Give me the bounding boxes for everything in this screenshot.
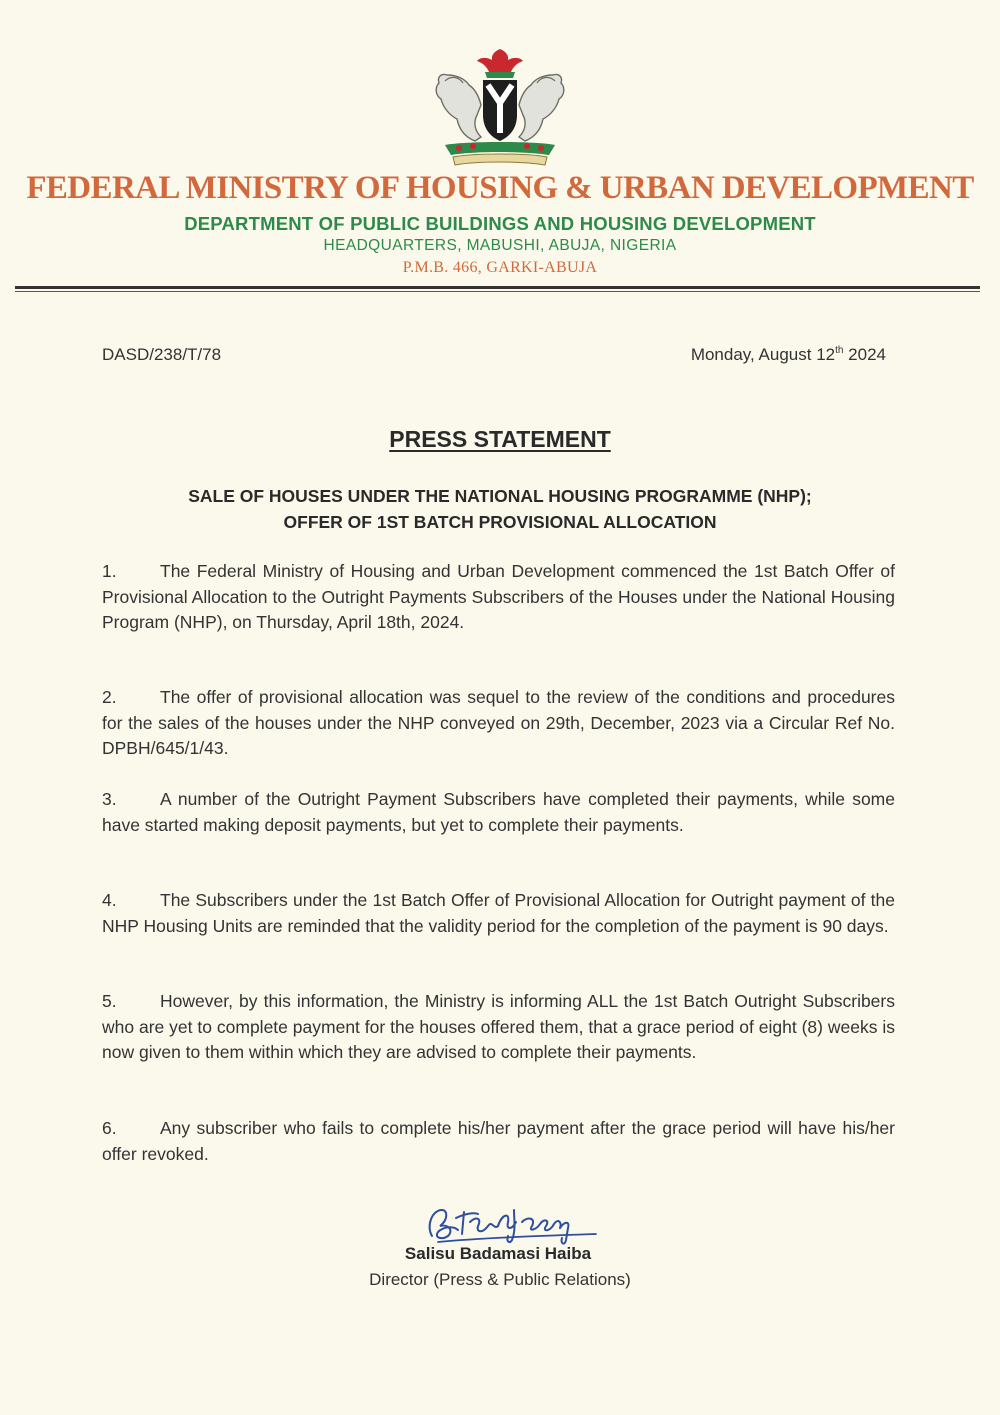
paragraph-1 bbox=[102, 559, 895, 636]
paragraph-number: 2. bbox=[102, 687, 117, 707]
coat-of-arms-icon bbox=[425, 45, 575, 170]
paragraph-4 bbox=[102, 888, 895, 939]
date-ordinal: th bbox=[835, 345, 844, 356]
reference-number: DASD/238/T/78 bbox=[102, 345, 222, 364]
paragraph-text: Any subscriber who fails to complete his/her payment after the grace period will have his/her offer revoked. bbox=[102, 1118, 895, 1164]
paragraph-5 bbox=[102, 989, 895, 1066]
subject-heading bbox=[0, 483, 1000, 535]
paragraph-text: The Federal Ministry of Housing and Urban Development commenced the 1st Batch Offer of Provisional Allocation to the Outright Payments Subscribers of the Houses under the National Housing Program (NHP), on Thursday, April 18th, 2024. bbox=[102, 561, 895, 632]
department-name: DEPARTMENT OF PUBLIC BUILDINGS AND HOUSING DEVELOPMENT bbox=[184, 213, 816, 234]
paragraph-2 bbox=[102, 685, 895, 762]
page-title: PRESS STATEMENT bbox=[389, 426, 611, 452]
paragraph-number: 4. bbox=[102, 890, 117, 910]
paragraph-text: A number of the Outright Payment Subscribers have completed their payments, while some have started making deposit payments, but yet to complete their payments. bbox=[102, 789, 895, 835]
pmb-address: P.M.B. 466, GARKI-ABUJA bbox=[402, 259, 598, 276]
paragraph-text: However, by this information, the Ministry is informing ALL the 1st Batch Outright Subscribers who are yet to complete payment for the houses offered them, that a grace period of eight (8) weeks is now given to them within which they are advised to complete their payments. bbox=[102, 991, 895, 1062]
paragraph-number: 5. bbox=[102, 991, 117, 1011]
subject-line-1: SALE OF HOUSES UNDER THE NATIONAL HOUSING PROGRAMME (NHP); bbox=[188, 486, 812, 506]
letterhead-divider-thin bbox=[15, 291, 980, 292]
signatory-name-text: Salisu Badamasi Haiba bbox=[404, 1244, 592, 1263]
statement-date bbox=[691, 345, 886, 365]
paragraph-text: The offer of provisional allocation was sequel to the review of the conditions and procedures for the sales of the houses under the NHP conveyed on 29th, December, 2023 via a Circular Ref No. DPBH/645/1/43. bbox=[102, 687, 895, 758]
date-prefix: Monday, August 12 bbox=[690, 345, 836, 364]
signature-icon bbox=[418, 1196, 603, 1248]
signatory-name bbox=[0, 1244, 1000, 1264]
paragraph-number: 1. bbox=[102, 561, 117, 581]
letterhead-divider bbox=[15, 286, 980, 289]
date-year: 2024 bbox=[843, 345, 886, 364]
paragraph-text: The Subscribers under the 1st Batch Offer of Provisional Allocation for Outright payment of the NHP Housing Units are reminded that the validity period for the completion of the payment is 90 days. bbox=[102, 890, 895, 936]
paragraph-number: 3. bbox=[102, 789, 117, 809]
subject-line-2: OFFER OF 1ST BATCH PROVISIONAL ALLOCATION bbox=[283, 512, 717, 532]
ministry-name: FEDERAL MINISTRY OF HOUSING & URBAN DEVELOPMENT bbox=[26, 170, 974, 206]
paragraph-6 bbox=[102, 1116, 895, 1167]
paragraph-number: 6. bbox=[102, 1118, 117, 1138]
headquarters-address: HEADQUARTERS, MABUSHI, ABUJA, NIGERIA bbox=[323, 237, 677, 254]
signatory-title: Director (Press & Public Relations) bbox=[369, 1270, 631, 1289]
paragraph-3 bbox=[102, 787, 895, 838]
